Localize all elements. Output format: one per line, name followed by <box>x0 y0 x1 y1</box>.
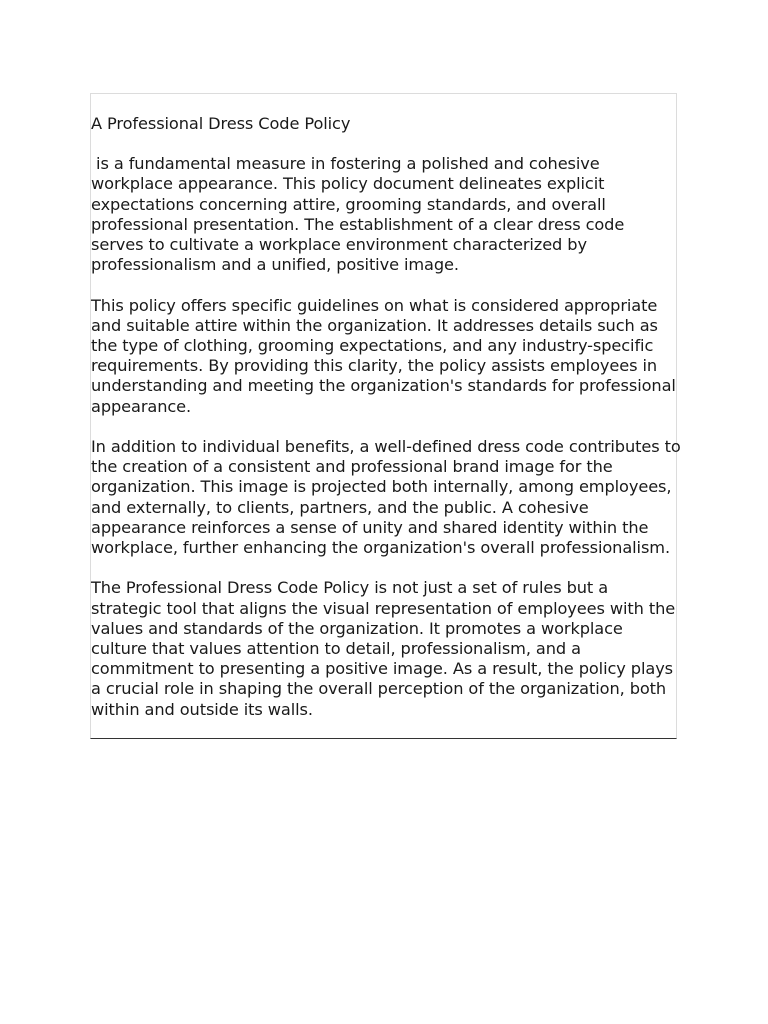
document-paragraph-1: is a fundamental measure in fostering a polished and cohesive workplace appearance. This policy document delineates explicit expectations concerning attire, grooming standards, and overall professional presentation. The establishment of a clear dress code serves to cultivate a workplace environment characterized by professionalism and a unified, positive image. <box>91 154 630 275</box>
document-frame <box>90 93 686 739</box>
document-paragraph-2: This policy offers specific guidelines on what is considered appropriate and suitable attire within the organization. It addresses details such as the type of clothing, grooming expectations, and any industry-specific requirements. By providing this clarity, the policy assists employees in understanding and meeting the organization's standards for professional appearance. <box>91 295 681 416</box>
document-title: A Professional Dress Code Policy <box>91 114 351 133</box>
document-paragraph-4: The Professional Dress Code Policy is not just a set of rules but a strategic tool that aligns the visual representation of employees with the values and standards of the organization. It promotes a workplace culture that values attention to detail, professionalism, and a commitment to presenting a positive image. As a result, the policy plays a crucial role in shaping the overall perception of the organization, both within and outside its walls. <box>91 578 681 719</box>
document-body <box>91 114 686 720</box>
document-paragraph-3: In addition to individual benefits, a well-defined dress code contributes to the creation of a consistent and professional brand image for the organization. This image is projected both internally, among employees, and externally, to clients, partners, and the public. A cohesive appearance reinforces a sense of unity and shared identity within the workplace, further enhancing the organization's overall professionalism. <box>91 437 686 558</box>
